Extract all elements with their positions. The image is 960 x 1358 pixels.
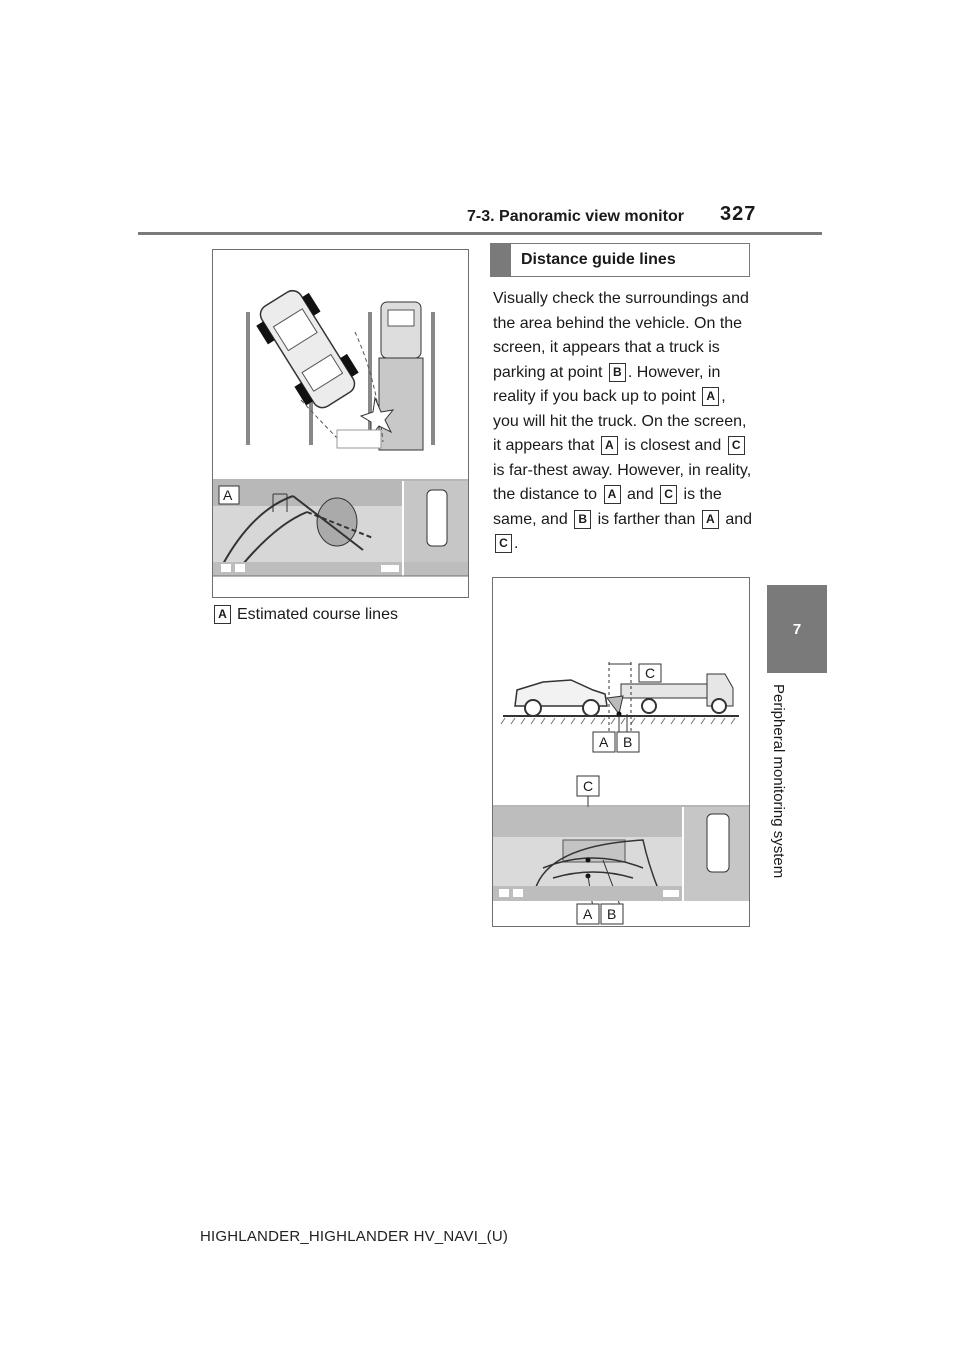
label-a-bottom: A bbox=[583, 906, 593, 922]
chapter-number: 7 bbox=[792, 620, 802, 638]
label-c-bottom: C bbox=[583, 778, 594, 794]
point-badge: B bbox=[574, 510, 591, 529]
estimated-course-illustration bbox=[213, 250, 468, 597]
distance-guide-figure bbox=[492, 577, 750, 927]
distance-guide-illustration bbox=[493, 578, 749, 926]
paragraph-text: is closest and bbox=[619, 437, 726, 454]
section-title: 7-3. Panoramic view monitor bbox=[467, 208, 684, 225]
point-badge: A bbox=[601, 436, 618, 455]
estimated-course-figure bbox=[212, 249, 469, 598]
callout-label-a: A bbox=[223, 487, 233, 503]
chapter-title: Peripheral monitoring system bbox=[770, 684, 787, 879]
label-b-bottom: B bbox=[607, 906, 617, 922]
section-header bbox=[490, 243, 750, 277]
paragraph-text: . However, in reality if you back up to point bbox=[493, 363, 721, 405]
label-c-top: C bbox=[645, 665, 656, 681]
paragraph-text: and bbox=[720, 510, 753, 528]
label-b-top: B bbox=[623, 734, 633, 750]
point-badge: C bbox=[495, 534, 512, 553]
paragraph-text: is the same, and bbox=[493, 486, 722, 528]
header-divider bbox=[138, 232, 822, 235]
label-a-top: A bbox=[599, 734, 609, 750]
paragraph-text: , you will hit the truck. On the screen, it appears that bbox=[493, 388, 747, 454]
paragraph-text: and bbox=[622, 486, 659, 503]
figure-caption bbox=[212, 605, 398, 624]
caption-badge: A bbox=[214, 605, 231, 624]
point-badge: A bbox=[702, 387, 719, 406]
paragraph-text: . bbox=[514, 535, 519, 552]
paragraph-text: is far-thest away. However, in reality, the distance to bbox=[493, 461, 752, 503]
section-header-title: Distance guide lines bbox=[521, 251, 676, 268]
point-badge: C bbox=[728, 436, 745, 455]
chapter-title-vertical bbox=[770, 684, 794, 904]
body-paragraph bbox=[493, 287, 753, 557]
page-number: 327 bbox=[720, 203, 757, 225]
section-header-bar bbox=[491, 244, 511, 276]
point-badge: A bbox=[702, 510, 719, 529]
point-badge: B bbox=[609, 363, 626, 382]
point-badge: C bbox=[660, 485, 677, 504]
paragraph-text: is farther than bbox=[593, 510, 700, 528]
chapter-tab bbox=[767, 585, 827, 673]
footer-model-code: HIGHLANDER_HIGHLANDER HV_NAVI_(U) bbox=[200, 1228, 509, 1245]
point-badge: A bbox=[604, 485, 621, 504]
caption-text: Estimated course lines bbox=[237, 605, 398, 623]
paragraph-text: Visually check the surroundings and the area behind the vehicle. On the screen, it appears that a truck is parking at point bbox=[493, 290, 749, 381]
